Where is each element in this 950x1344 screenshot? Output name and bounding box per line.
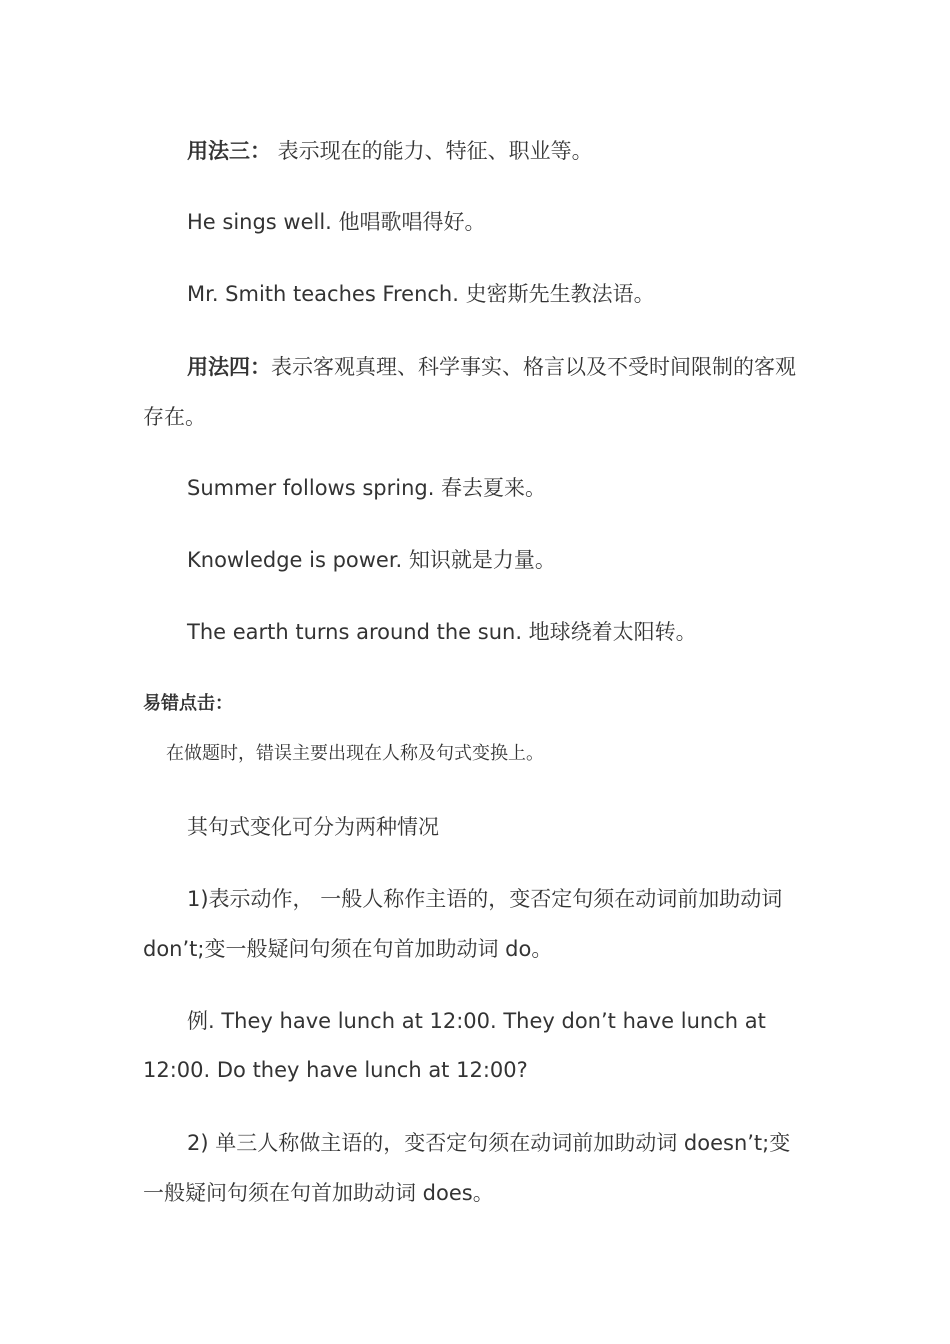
usage4-paragraph (187, 353, 823, 381)
errors-summary: 其句式变化可分为两种情况 (187, 815, 439, 839)
errors-point2-line2: 一般疑问句须在句首加助动词 does。 (143, 1181, 494, 1205)
usage3-label: 用法三： (187, 139, 271, 163)
usage3-example-2: Mr. Smith teaches French. 史密斯先生教法语。 (187, 282, 655, 306)
errors-point2-line1: 2) 单三人称做主语的，变否定句须在动词前加助动词 doesn’t;变 (187, 1131, 791, 1155)
errors-point1-line1: 1)表示动作， 一般人称作主语的，变否定句须在动词前加助动词 (187, 887, 783, 911)
usage4-text-line1: 表示客观真理、科学事实、格言以及不受时间限制的客观 (271, 355, 796, 379)
usage4-label: 用法四： (187, 355, 271, 379)
usage4-example-1: Summer follows spring. 春去夏来。 (187, 476, 547, 500)
usage4-example-3: The earth turns around the sun. 地球绕着太阳转。 (187, 620, 697, 644)
usage4-example-2: Knowledge is power. 知识就是力量。 (187, 548, 556, 572)
errors-example-line1: 例. They have lunch at 12:00. They don’t have lunch at (187, 1009, 766, 1033)
errors-example-line2: 12:00. Do they have lunch at 12:00? (143, 1058, 528, 1082)
usage3-example-1: He sings well. 他唱歌唱得好。 (187, 210, 486, 234)
errors-intro: 在做题时，错误主要出现在人称及句式变换上。 (166, 743, 544, 764)
usage4-text-line2: 存在。 (143, 405, 206, 429)
usage3-paragraph (187, 137, 823, 165)
errors-point1-line2: don’t;变一般疑问句须在句首加助动词 do。 (143, 937, 553, 961)
errors-heading: 易错点击： (143, 693, 233, 714)
usage3-text: 表示现在的能力、特征、职业等。 (271, 139, 593, 163)
